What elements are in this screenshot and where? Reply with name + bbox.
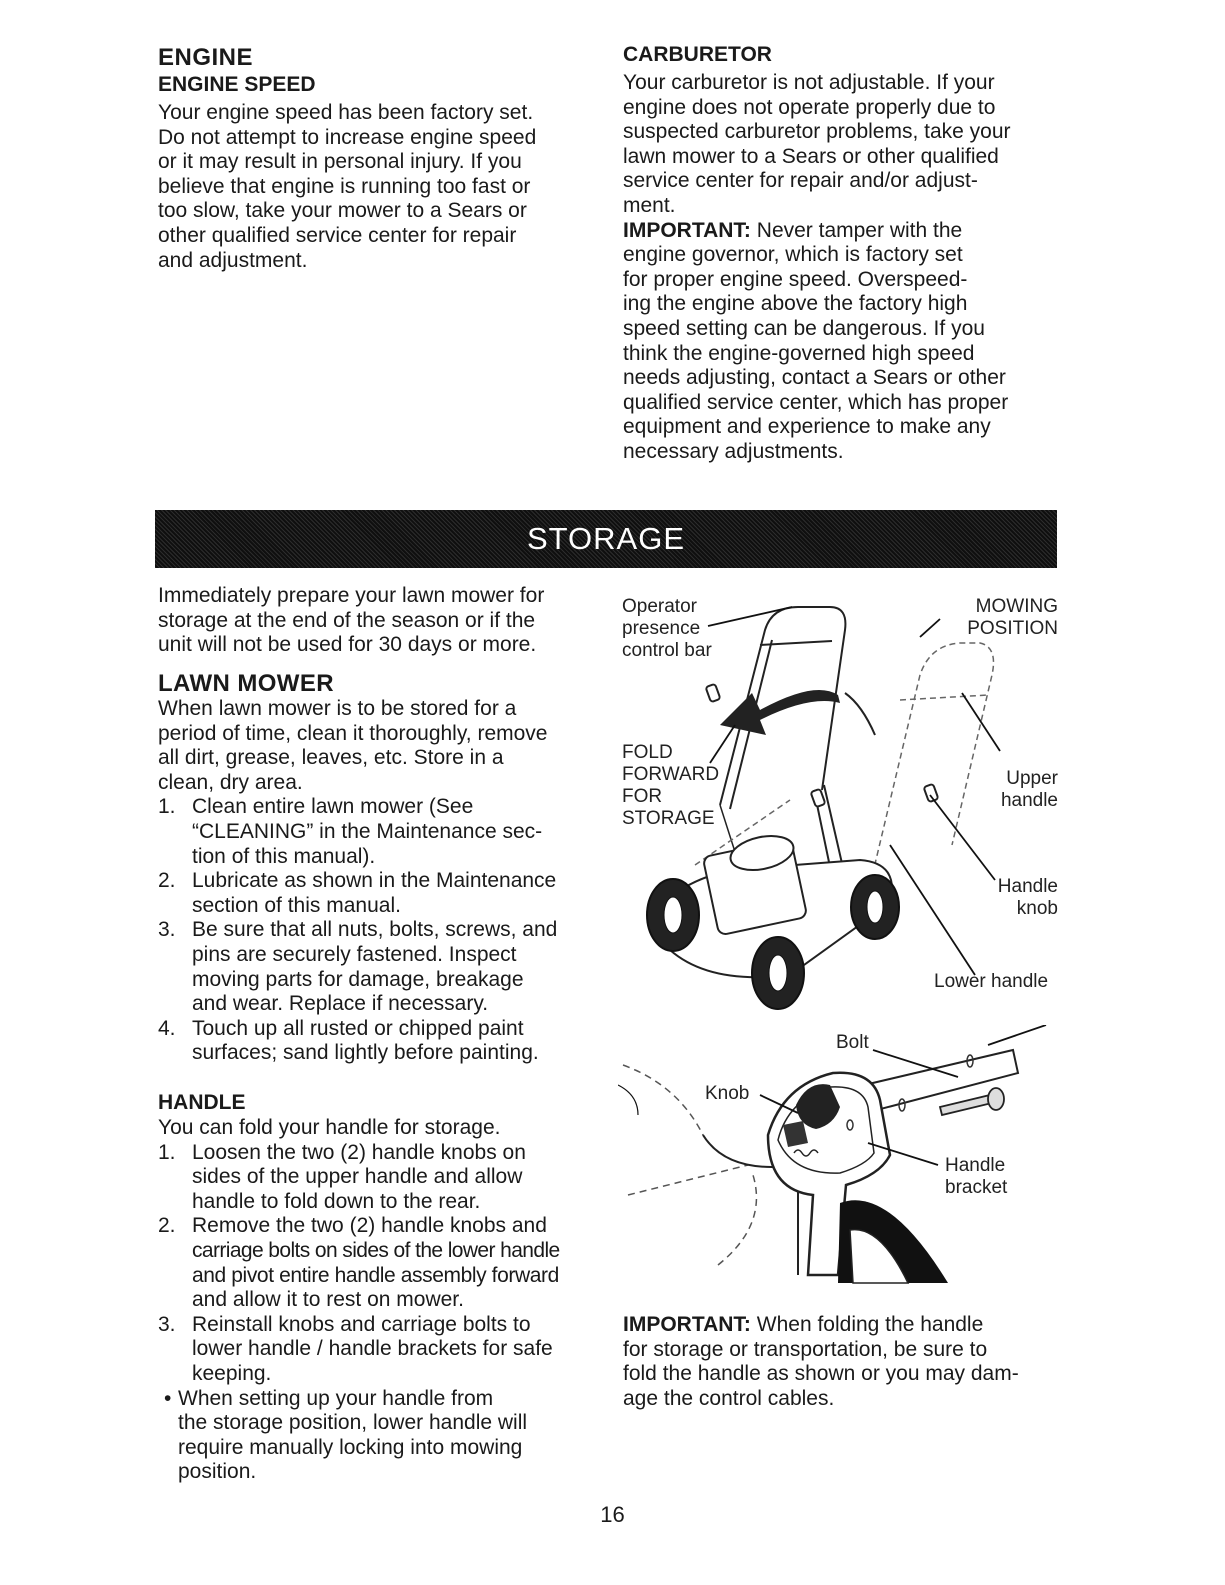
list-item: 4. Touch up all rusted or chipped paint surfaces; sand lightly before painting. bbox=[158, 1016, 539, 1065]
list-item: • When setting up your handle from the storage position, lower handle will require manually locking into mowing position. bbox=[164, 1386, 528, 1484]
storage-banner-title: STORAGE bbox=[526, 521, 686, 556]
lawn-mower-section: When lawn mower is to be stored for a period of time, clean it thoroughly, remove all dirt, grease, leaves, etc. Store in a clean, dry area. 1. Clean entire lawn mower (See “CLEANING” in the Maintenance sec- tion of this manual). 2. Lubricate as shown in the Maintenance section of this manual. 3. Be sure that all nuts, bolts, screws, and pins are securely fastened. Inspect moving parts for damage, breakage and wear. Replace if necessary. 4. Touch up all rusted or chipped paint surfaces; sand lightly before painting. bbox=[158, 697, 598, 1066]
list-item: 1. Clean entire lawn mower (See “CLEANING” in the Maintenance sec- tion of this manual). bbox=[158, 795, 543, 868]
carburetor-text: Your carburetor is not adjustable. If your engine does not operate properly due to suspected carburetor problems, take your lawn mower to a Sears or other qualified service center for repair and/or adjust- ment. IMPORTANT: Never tamper with the engine governor, which is factory set for proper engine speed. Overspeed- ing the engine above the factory high speed setting can be dangerous. If you think the engine-governed high speed needs adjusting, contact a Sears or other qualified service center, which has proper equipment and experience to make any necessary adjustments. bbox=[623, 71, 1011, 463]
list-item: 2. Lubricate as shown in the Maintenance section of this manual. bbox=[158, 869, 557, 917]
storage-banner bbox=[155, 510, 1057, 568]
lawn-mower-heading: LAWN MOWER bbox=[158, 670, 334, 697]
engine-speed-text: Your engine speed has been factory set. Do not attempt to increase engine speed or it may result in personal injury. If you believe that engine is running too fast or too slow, take your mower to a Sears or other qualified service center for repair and adjustment. bbox=[158, 101, 537, 272]
list-item: 3. Reinstall knobs and carriage bolts to lower handle / handle brackets for safe keeping. bbox=[158, 1312, 553, 1385]
handle-heading: HANDLE bbox=[158, 1091, 246, 1114]
handle-bracket-label: Handle bracket bbox=[945, 1155, 1008, 1198]
carburetor-heading: CARBURETOR bbox=[623, 43, 772, 66]
engine-heading: ENGINE bbox=[158, 44, 254, 71]
knob-label: Knob bbox=[705, 1083, 750, 1104]
mowing-position-label: MOWING POSITION bbox=[967, 596, 1058, 639]
list-item: 3. Be sure that all nuts, bolts, screws, and pins are securely fastened. Inspect moving parts for damage, breakage and wear. Replace if necessary. bbox=[158, 918, 558, 1016]
list-item: 1. Loosen the two (2) handle knobs on sides of the upper handle and allow handle to fold down to the rear. bbox=[158, 1140, 526, 1213]
fold-forward-label: FOLD FORWARD FOR STORAGE bbox=[622, 742, 720, 829]
storage-intro: Immediately prepare your lawn mower for storage at the end of the season or if the unit will not be used for 30 days or more. bbox=[158, 584, 545, 657]
lawn-mower-steps bbox=[158, 795, 598, 1066]
bolt-label: Bolt bbox=[836, 1032, 869, 1053]
operator-presence-label: Operator presence control bar bbox=[622, 596, 712, 661]
important-fold-note: IMPORTANT: When folding the handle for storage or transportation, be sure to fold the handle as shown or you may dam- age the control cables. bbox=[623, 1313, 1019, 1410]
handle-knob-label: Handle knob bbox=[997, 876, 1058, 919]
handle-steps bbox=[158, 1141, 598, 1485]
upper-handle-label: Upper handle bbox=[1000, 768, 1058, 811]
engine-speed-heading: ENGINE SPEED bbox=[158, 73, 316, 96]
page-number: 16 bbox=[600, 1502, 625, 1527]
list-item: 2. Remove the two (2) handle knobs and carriage bolts on sides of the lower handle and pivot entire handle assembly forward and allow it to rest on mower. bbox=[158, 1214, 560, 1312]
lower-handle-label: Lower handle bbox=[934, 971, 1049, 992]
handle-section: You can fold your handle for storage. 1. Loosen the two (2) handle knobs on sides of the upper handle and allow handle to fold down to the rear. 2. Remove the two (2) handle knobs and carriage bolts on sides of the lower handle and pivot entire handle assembly forward and allow it to rest on mower. 3. Reinstall knobs and carriage bolts to lower handle / handle brackets for safe keeping. • When setting up your handle from the storage position, lower handle will require manually locking into mowing position. bbox=[158, 1116, 598, 1485]
